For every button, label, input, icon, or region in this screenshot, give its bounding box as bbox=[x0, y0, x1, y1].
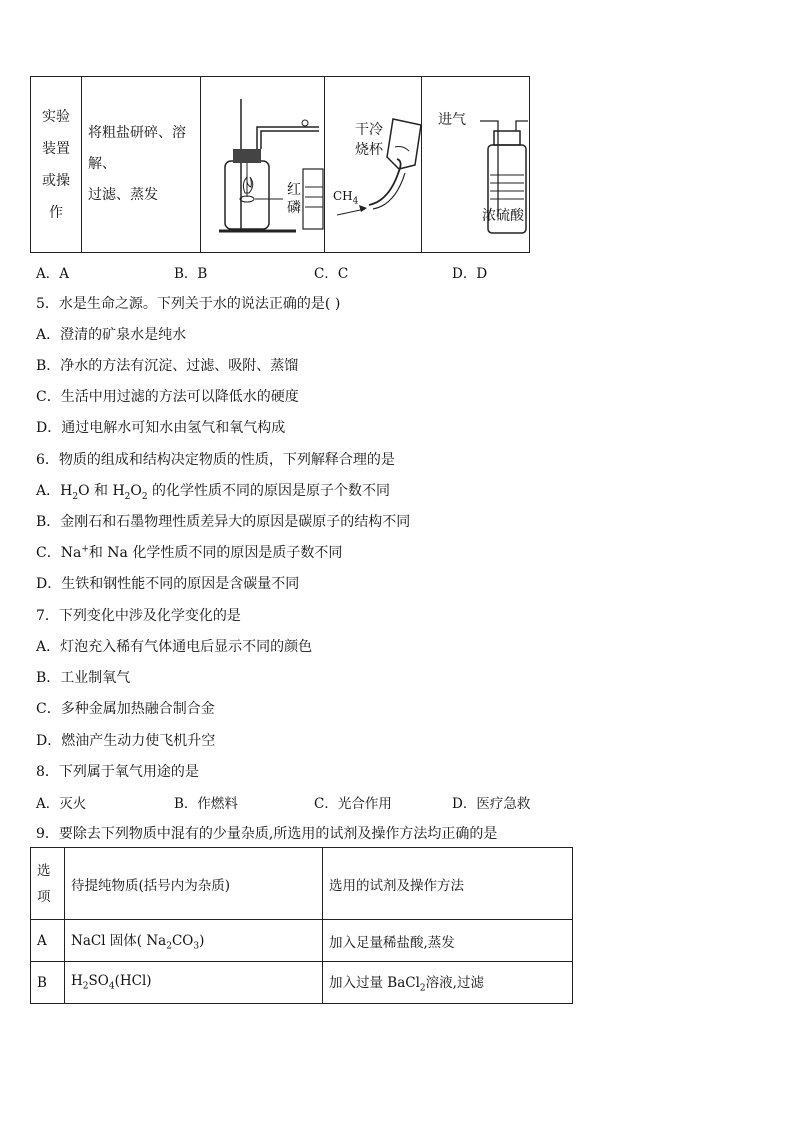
row-b-substance: $H_2SO_4(HCl)$ bbox=[65, 962, 323, 1004]
q9-stem: 9．要除去下列物质中混有的少量杂质,所选用的试剂及操作方法均正确的是 bbox=[36, 826, 498, 842]
red-phosphorus-apparatus-icon bbox=[201, 77, 324, 252]
header-option-cell: 选 项 bbox=[31, 848, 65, 920]
header-method-cell: 选用的试剂及操作方法 bbox=[323, 848, 573, 920]
q6-option-a[interactable]: A．$H_2O$ 和 $H_2O_2$ 的化学性质不同的原因是原子个数不同 bbox=[36, 483, 391, 502]
q6-option-c[interactable]: C．Na+和 Na 化学性质不同的原因是质子数不同 bbox=[36, 544, 343, 561]
gas-washing-bottle-icon bbox=[422, 77, 529, 252]
option-d-figure bbox=[422, 77, 530, 253]
q7-option-b[interactable]: B．工业制氧气 bbox=[36, 670, 131, 686]
q5-option-b[interactable]: B．净水的方法有沉淀、过滤、吸附、蒸馏 bbox=[36, 358, 299, 374]
q4-option-b[interactable]: B．B bbox=[174, 266, 208, 282]
red-phosphorus-label-1: 红 bbox=[287, 182, 301, 198]
option-a-cell: 将粗盐研碎、溶 解、 过滤、蒸发 bbox=[82, 77, 201, 253]
header-substance-cell: 待提纯物质(括号内为杂质) bbox=[65, 848, 323, 920]
q8-stem: 8．下列属于氧气用途的是 bbox=[36, 764, 199, 780]
row-b-method: 加入过量 BaCl$_2$溶液,过滤 bbox=[323, 962, 573, 1004]
methane-combustion-apparatus-icon bbox=[325, 77, 421, 252]
q8-option-a[interactable]: A．灭火 bbox=[36, 796, 87, 812]
table-header-row bbox=[31, 848, 573, 920]
q4-option-a[interactable]: A．A bbox=[36, 266, 69, 282]
row-a-option: A bbox=[31, 920, 65, 962]
q8-option-d[interactable]: D．医疗急救 bbox=[452, 796, 531, 812]
ch4-label: $CH_4$ bbox=[333, 189, 359, 207]
red-phosphorus-label-2: 磷 bbox=[287, 200, 301, 216]
row-a-substance: NaCl 固体( $Na_2CO_3$) bbox=[65, 920, 323, 962]
q4-option-d[interactable]: D．D bbox=[452, 266, 488, 282]
q5-option-d[interactable]: D．通过电解水可知水由氢气和氧气构成 bbox=[36, 420, 286, 436]
q8-option-b[interactable]: B．作燃料 bbox=[174, 796, 238, 812]
row-a-method: 加入足量稀盐酸,蒸发 bbox=[323, 920, 573, 962]
conc-sulfuric-acid-label: 浓硫酸 bbox=[482, 208, 524, 224]
q6-option-b[interactable]: B．金刚石和石墨物理性质差异大的原因是碳原子的结构不同 bbox=[36, 514, 411, 530]
q4-option-c[interactable]: C．C bbox=[314, 266, 349, 282]
q7-stem: 7．下列变化中涉及化学变化的是 bbox=[36, 608, 241, 624]
q5-option-a[interactable]: A．澄清的矿泉水是纯水 bbox=[36, 327, 187, 343]
q6-option-d[interactable]: D．生铁和钢性能不同的原因是含碳量不同 bbox=[36, 576, 300, 592]
q8-option-c[interactable]: C．光合作用 bbox=[314, 796, 392, 812]
dry-cold-label: 干冷 bbox=[355, 122, 383, 138]
q7-option-d[interactable]: D．燃油产生动力使飞机升空 bbox=[36, 733, 216, 749]
q5-stem: 5．水是生命之源。下列关于水的说法正确的是( ) bbox=[36, 296, 341, 312]
q9-table bbox=[30, 847, 573, 1004]
q7-option-c[interactable]: C．多种金属加热融合制合金 bbox=[36, 701, 215, 717]
apparatus-table bbox=[30, 76, 530, 253]
option-c-figure bbox=[325, 77, 422, 253]
table-row bbox=[31, 920, 573, 962]
row-b-option: B bbox=[31, 962, 65, 1004]
table-row bbox=[31, 962, 573, 1004]
gas-inlet-label: 进气 bbox=[438, 112, 466, 128]
q7-option-a[interactable]: A．灯泡充入稀有气体通电后显示不同的颜色 bbox=[36, 639, 313, 655]
q5-option-c[interactable]: C．生活中用过滤的方法可以降低水的硬度 bbox=[36, 389, 299, 405]
option-b-figure bbox=[201, 77, 325, 253]
q6-stem: 6．物质的组成和结构决定物质的性质，下列解释合理的是 bbox=[36, 452, 395, 468]
row-label-cell: 实验 装置 或操 作 bbox=[31, 77, 82, 253]
beaker-label: 烧杯 bbox=[355, 142, 383, 158]
